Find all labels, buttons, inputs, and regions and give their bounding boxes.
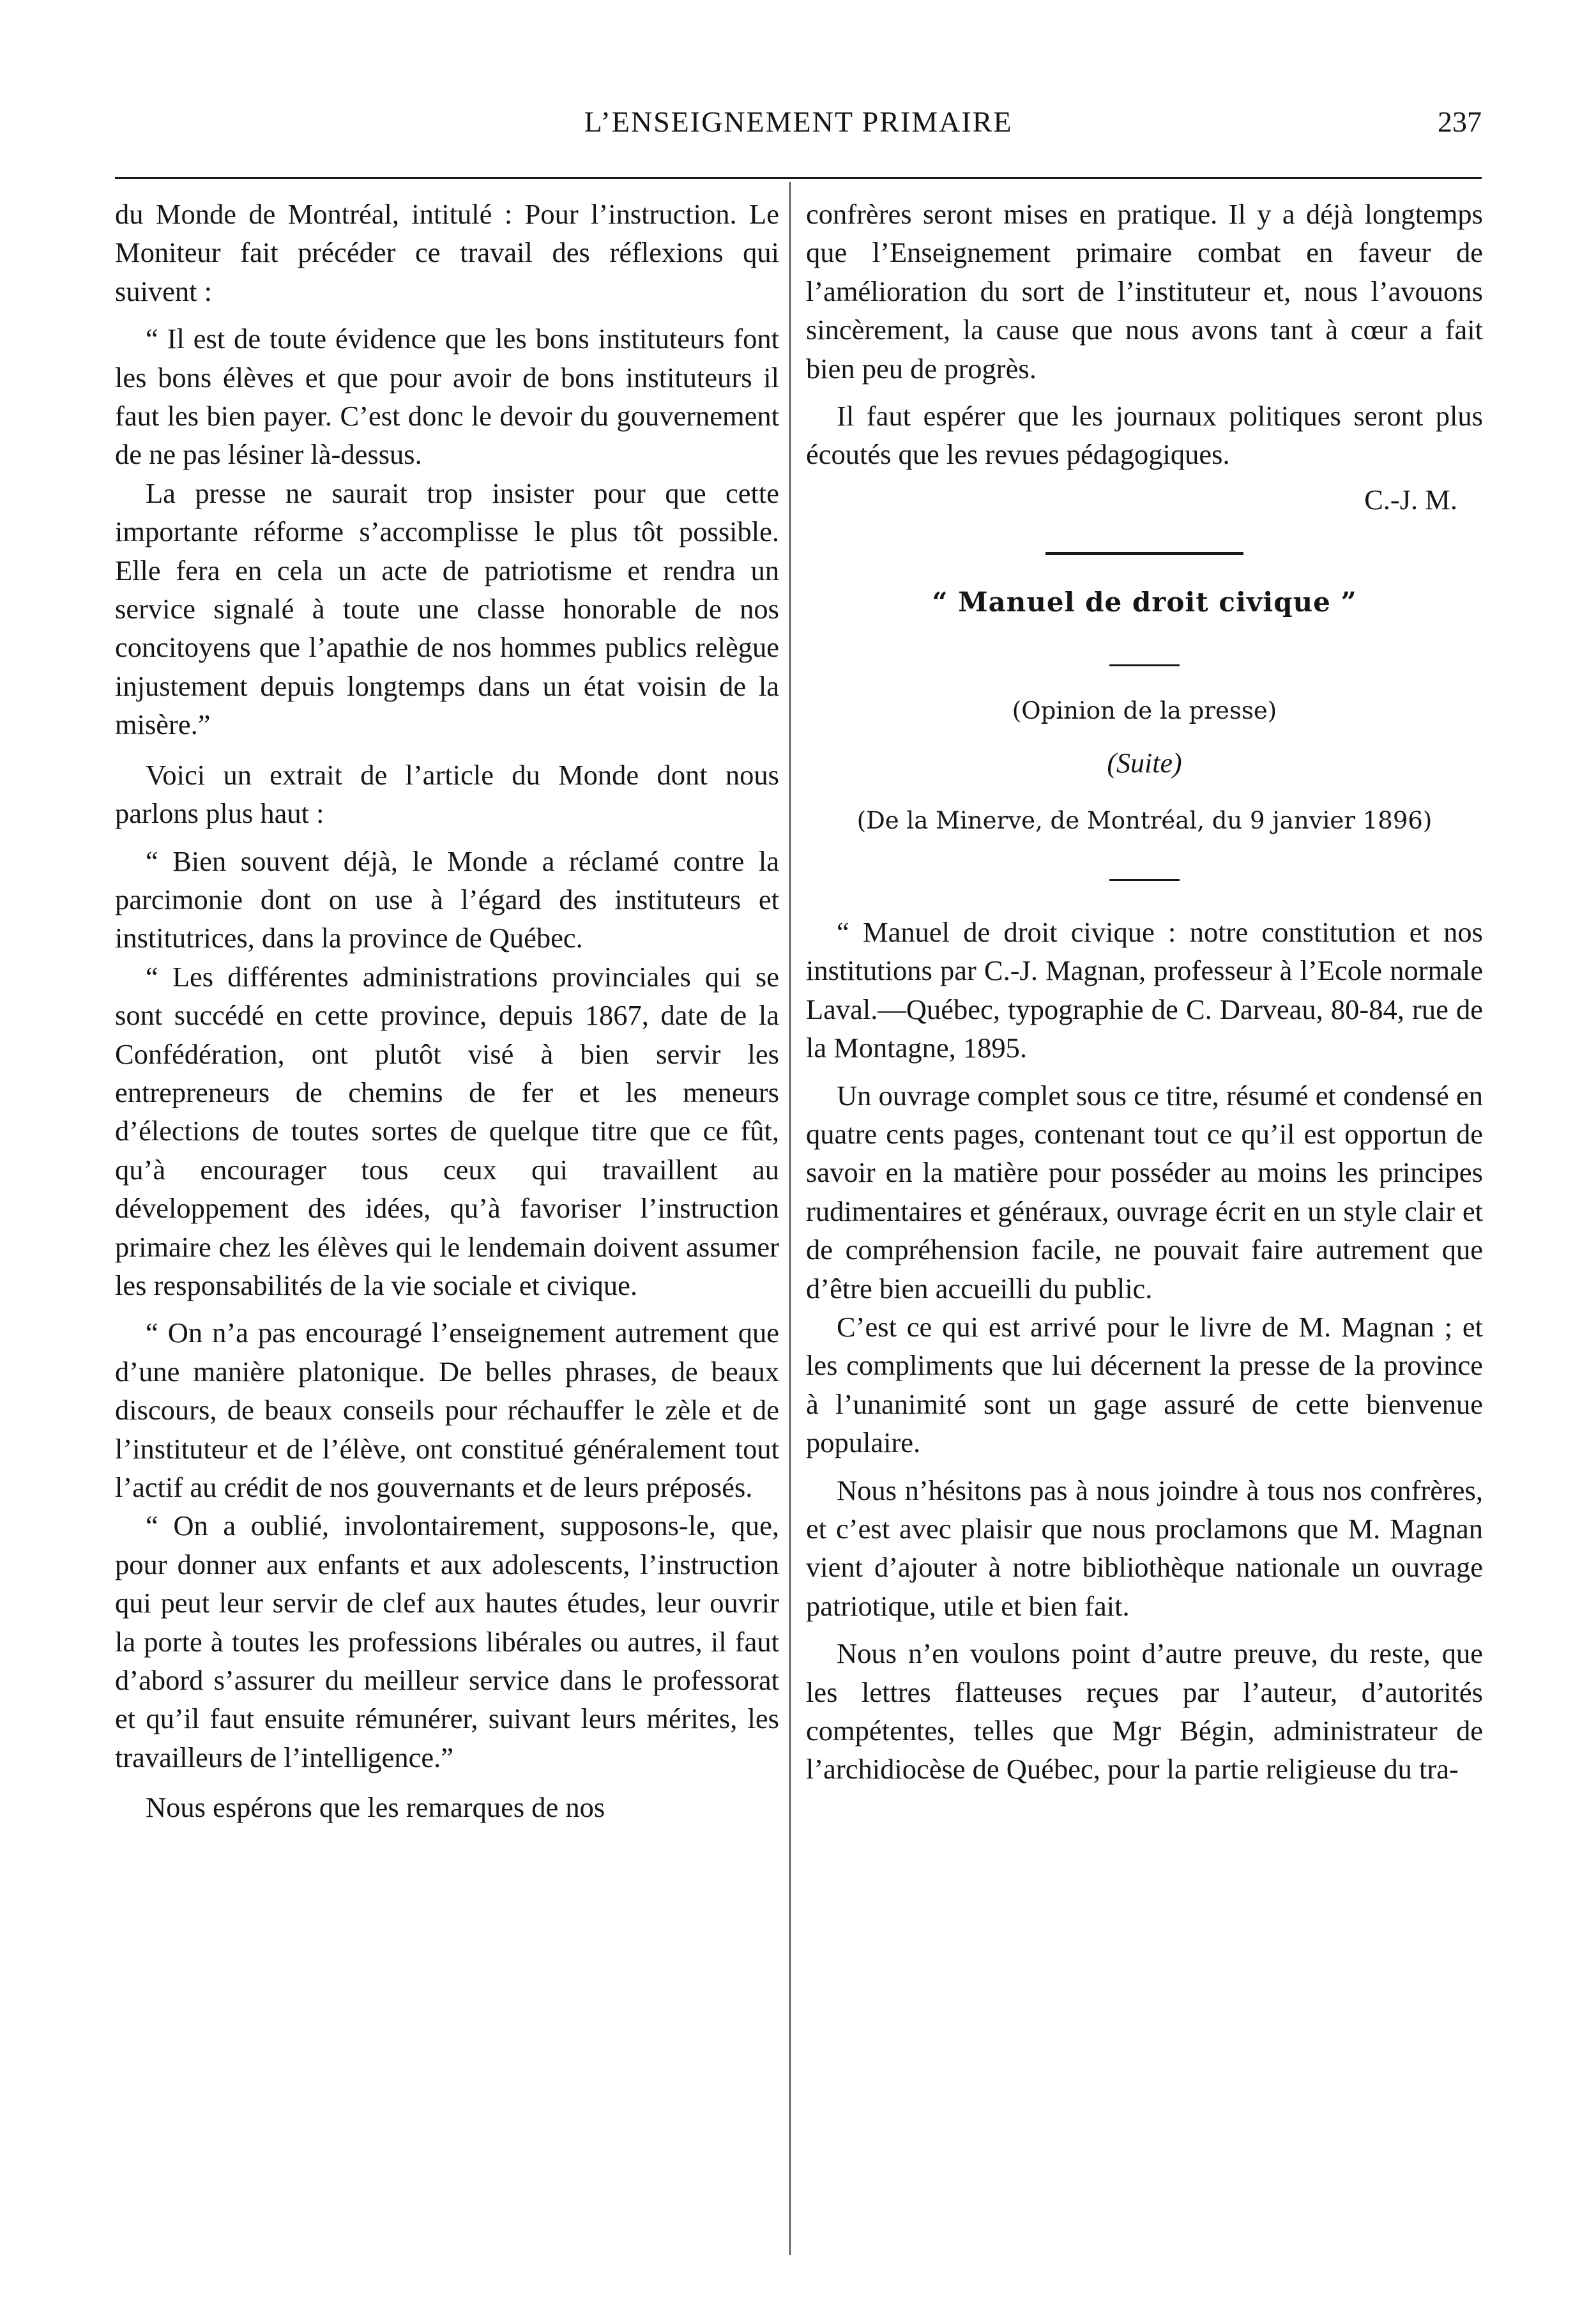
book-reference: “ Manuel de droit civique : notre constitution et nos institutions par C.-J. Magnan, professeur à l’Ecole normale Laval.—Québec, typographie de C. Darveau, 80-84, rue de la Montagne, 1895.: [806, 915, 1483, 1064]
paragraph: Il faut espérer que les journaux politiques seront plus écoutés que les revues pédagogiques.: [806, 400, 1483, 471]
paragraph: Un ouvrage complet sous ce titre, résumé et condensé en quatre cents pages, contenant tout ce qu’il est opportun de savoir en la matière pour posséder au moins les principes rudimentaires et généraux, ouvrage écrit en un style clair et de compréhension facile, ne pouvait faire autrement que d’être bien accueilli du public.: [806, 1079, 1483, 1304]
quote-paragraph: “ Bien souvent déjà, le Monde a réclamé contre la parcimonie dont on use à l’égard des instituteurs et institutrices, dans la province de Québec.: [115, 845, 779, 954]
press-note: (Opinion de la presse): [1012, 696, 1277, 724]
left-column: [115, 195, 779, 1827]
section-title: “ Manuel de droit civique ”: [932, 586, 1357, 618]
decorative-rule: [1045, 552, 1243, 555]
header-rule: [115, 177, 1482, 179]
page-number: 237: [1438, 105, 1482, 138]
quote-paragraph: La presse ne saurait trop insister pour que cette importante réforme s’accomplisse le plus tôt possible. Elle fera en cela un acte de patriotisme et rendra un service signalé à toute une classe honorable de nos concitoyens que l’apathie de nos hommes publics relègue injustement depuis longtemps dans un état voisin de la misère.”: [115, 477, 779, 741]
paragraph: confrères seront mises en pratique. Il y a déjà longtemps que l’Enseignement primaire combat en faveur de l’amélioration du sort de l’instituteur et, nous l’avouons sincèrement, la cause que nous avons tant à cœur a fait bien peu de progrès.: [806, 198, 1483, 385]
page-header: [115, 102, 1482, 147]
paragraph: Voici un extrait de l’article du Monde dont nous parlons plus haut :: [115, 758, 779, 830]
paragraph: Nous espérons que les remarques de nos: [146, 1791, 605, 1824]
quote-paragraph: “ On a oublié, involontairement, supposons-le, que, pour donner aux enfants et aux adolescents, l’instruction qui peut leur servir de clef aux hautes études, leur ouvrir la porte à toutes les professions libérales ou autres, il faut d’abord s’assurer du meilleur service dans le professorat et qu’il faut ensuite rémunérer, suivant leurs mérites, les travailleurs de l’intelligence.”: [115, 1510, 779, 1773]
running-title: L’ENSEIGNEMENT PRIMAIRE: [584, 105, 1013, 138]
right-column: [806, 195, 1483, 1789]
quote-paragraph: “ On n’a pas encouragé l’enseignement autrement que d’une manière platonique. De belles phrases, de beaux discours, de beaux conseils pour réchauffer le zèle et de l’instituteur et de l’élève, ont constitué généralement tout l’actif au crédit de nos gouvernants et de leurs préposés.: [115, 1317, 779, 1503]
column-divider: [789, 182, 791, 2255]
continued-label: (Suite): [1107, 747, 1182, 779]
quote-paragraph: “ Il est de toute évidence que les bons instituteurs font les bons élèves et que pour avoir de bons instituteurs il faut les bien payer. C’est donc le devoir du gouvernement de ne pas lésiner là-dessus.: [115, 323, 779, 471]
short-rule: [1109, 664, 1180, 666]
quote-paragraph: “ Les différentes administrations provinciales qui se sont succédé en cette province, depuis 1867, date de la Confédération, ont plutôt visé à bien servir les entrepreneurs de chemins de fer et les meneurs d’élections de toutes sortes de quelque titre que ce fût, qu’à encourager tous ceux qui travaillent au développement des idées, qu’à favoriser l’instruction primaire chez les élèves qui le lendemain doivent assumer les responsabilités de la vie sociale et civique.: [115, 960, 779, 1301]
source-line: (De la Minerve, de Montréal, du 9 janvier 1896): [856, 807, 1433, 835]
paragraph: Nous n’en voulons point d’autre preuve, du reste, que les lettres flatteuses reçues par l’auteur, d’autorités compétentes, telles que Mgr Bégin, administrateur de l’archidiocèse de Québec, pour la partie religieuse du tra-: [806, 1637, 1483, 1786]
signature: C.-J. M.: [1364, 483, 1457, 516]
short-rule: [1109, 879, 1180, 881]
paragraph: du Monde de Montréal, intitulé : Pour l’instruction. Le Moniteur fait précéder ce travail des réflexions qui suivent :: [115, 198, 779, 307]
paragraph: C’est ce qui est arrivé pour le livre de M. Magnan ; et les compliments que lui décernent la presse de la province à l’unanimité sont un gage assuré de cette bienvenue populaire.: [806, 1310, 1483, 1459]
paragraph: Nous n’hésitons pas à nous joindre à tous nos confrères, et c’est avec plaisir que nous proclamons que M. Magnan vient d’ajouter à notre bibliothèque nationale un ouvrage patriotique, utile et bien fait.: [806, 1474, 1483, 1622]
